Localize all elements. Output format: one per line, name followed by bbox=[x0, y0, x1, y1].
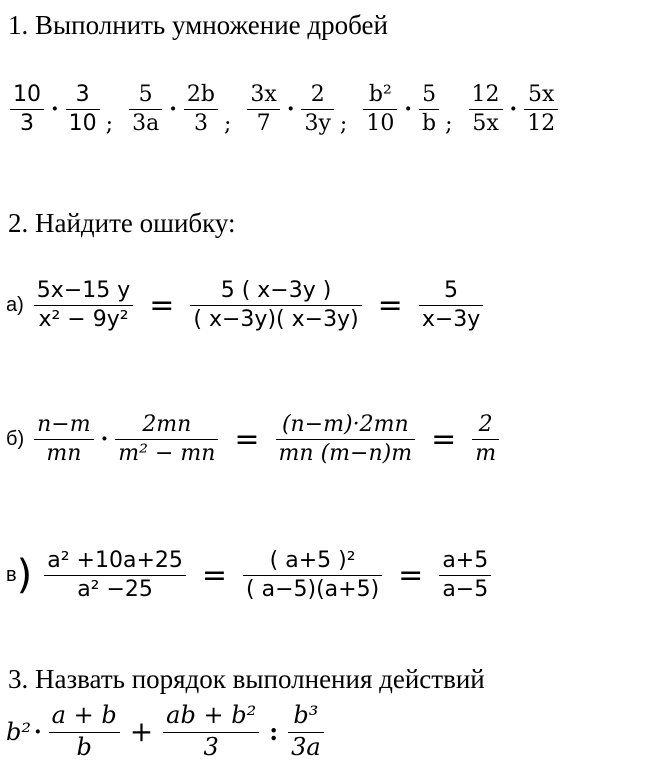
numerator: n−m bbox=[37, 412, 91, 437]
numerator: b² bbox=[368, 82, 392, 107]
fraction-bar bbox=[34, 305, 133, 306]
fraction bbox=[115, 412, 218, 467]
denominator: b bbox=[422, 111, 437, 137]
fraction-bar bbox=[469, 109, 503, 110]
multiply-sign: · bbox=[100, 426, 109, 453]
fraction bbox=[66, 82, 100, 137]
numerator: (n−m)·2mn bbox=[281, 412, 409, 437]
fraction-bar bbox=[10, 109, 44, 110]
numerator: 3x bbox=[250, 82, 277, 107]
multiply-sign: · bbox=[509, 96, 518, 123]
fraction bbox=[524, 82, 558, 137]
numerator: a+5 bbox=[442, 548, 489, 573]
numerator: ( a+5 )² bbox=[269, 548, 356, 573]
fraction bbox=[49, 702, 120, 761]
denominator: m² − mn bbox=[118, 441, 216, 467]
fraction-bar bbox=[419, 109, 439, 110]
fraction bbox=[163, 702, 259, 761]
fraction bbox=[363, 82, 397, 137]
expression-b bbox=[6, 412, 503, 467]
denominator: 3 bbox=[20, 111, 34, 137]
fraction bbox=[10, 82, 44, 137]
task-1-expressions bbox=[6, 82, 562, 137]
fraction-bar bbox=[439, 575, 491, 576]
task-3-expression bbox=[6, 702, 328, 761]
plus-sign: + bbox=[129, 715, 154, 749]
denominator: 10 bbox=[366, 111, 395, 137]
numerator: 2mn bbox=[142, 412, 192, 437]
fraction bbox=[472, 412, 499, 467]
numerator: 3 bbox=[75, 82, 90, 107]
numerator: 12 bbox=[471, 82, 500, 107]
numerator: b³ bbox=[293, 701, 319, 729]
numerator: 2 bbox=[310, 82, 325, 107]
fraction-bar bbox=[419, 305, 483, 306]
fraction bbox=[419, 82, 439, 137]
fraction-bar bbox=[66, 109, 100, 110]
multiply-sign: · bbox=[33, 718, 42, 745]
multiply-sign: · bbox=[286, 96, 295, 123]
fraction bbox=[247, 82, 279, 137]
multiply-sign: · bbox=[51, 96, 59, 123]
denominator: mn bbox=[46, 441, 82, 467]
fraction bbox=[469, 82, 503, 137]
denominator: ( a−5)(a+5) bbox=[246, 577, 380, 603]
denominator: a−5 bbox=[442, 577, 489, 603]
numerator: 5x−15 y bbox=[36, 278, 131, 303]
multiply-sign: · bbox=[169, 96, 177, 123]
fraction bbox=[276, 412, 416, 467]
multiply-sign: · bbox=[404, 96, 413, 123]
task-1-heading: 1. Выполнить умножение дробей bbox=[8, 10, 388, 40]
equals-sign: = bbox=[431, 421, 457, 457]
division-sign: : bbox=[269, 717, 279, 747]
numerator: 2 bbox=[478, 412, 493, 437]
numerator: 5 ( x−3y ) bbox=[220, 278, 332, 303]
fraction bbox=[419, 278, 483, 333]
numerator: 5 bbox=[138, 82, 153, 107]
fraction-bar bbox=[129, 109, 162, 110]
fraction bbox=[243, 548, 382, 603]
fraction bbox=[129, 82, 162, 137]
numerator: a + b bbox=[51, 701, 117, 729]
denominator: 7 bbox=[256, 111, 271, 137]
item-label-b: б) bbox=[6, 427, 25, 450]
denominator: x−3y bbox=[421, 307, 481, 333]
denominator: 5x bbox=[472, 111, 499, 137]
fraction bbox=[301, 82, 333, 137]
equals-sign: = bbox=[201, 557, 228, 593]
equals-sign: = bbox=[377, 287, 403, 323]
denominator: b bbox=[76, 732, 92, 761]
fraction-bar bbox=[190, 305, 361, 306]
equals-sign: = bbox=[234, 421, 260, 457]
expression-a bbox=[6, 278, 487, 333]
fraction-bar bbox=[276, 439, 416, 440]
item-label-c: в bbox=[6, 563, 17, 586]
fraction-bar bbox=[301, 109, 333, 110]
fraction bbox=[439, 548, 491, 603]
denominator: 3a bbox=[291, 732, 321, 761]
equals-sign: = bbox=[398, 557, 424, 593]
denominator: 3a bbox=[132, 111, 160, 137]
fraction bbox=[190, 278, 361, 333]
fraction-bar bbox=[243, 575, 382, 576]
numerator: 5x bbox=[528, 82, 555, 107]
denominator: x² − 9y² bbox=[38, 307, 129, 333]
numerator: 2b bbox=[186, 82, 215, 107]
label-paren: ) bbox=[16, 552, 33, 599]
numerator: ab + b² bbox=[166, 701, 257, 729]
numerator: a² +10a+25 bbox=[47, 548, 183, 573]
expression-c bbox=[6, 548, 495, 603]
fraction bbox=[288, 702, 324, 761]
numerator: 5 bbox=[422, 82, 437, 107]
task-3-heading: 3. Назвать порядок выполнения действий bbox=[8, 664, 485, 694]
numerator: 5 bbox=[444, 278, 459, 303]
denominator: 3y bbox=[304, 111, 331, 137]
task-2-heading: 2. Найдите ошибку: bbox=[8, 208, 236, 238]
fraction-bar bbox=[115, 439, 218, 440]
fraction-bar bbox=[34, 439, 93, 440]
fraction bbox=[44, 548, 186, 603]
fraction-bar bbox=[363, 109, 397, 110]
equals-sign: = bbox=[149, 287, 175, 323]
fraction-bar bbox=[247, 109, 279, 110]
fraction-bar bbox=[44, 575, 186, 576]
separator: ; bbox=[445, 111, 453, 137]
fraction-bar bbox=[472, 439, 499, 440]
denominator: m bbox=[475, 441, 497, 467]
numerator: 10 bbox=[13, 82, 41, 107]
separator: ; bbox=[339, 111, 348, 137]
denominator: 3 bbox=[203, 732, 219, 761]
denominator: mn (m−n)m bbox=[278, 441, 413, 467]
denominator: a² −25 bbox=[77, 577, 153, 603]
fraction bbox=[34, 412, 93, 467]
fraction bbox=[184, 82, 218, 137]
separator: ; bbox=[105, 111, 114, 137]
denominator: 10 bbox=[68, 111, 97, 137]
denominator: 3 bbox=[193, 111, 208, 137]
fraction bbox=[34, 278, 133, 333]
separator: ; bbox=[223, 111, 232, 137]
fraction-bar bbox=[524, 109, 558, 110]
item-label-a: а) bbox=[6, 293, 24, 316]
fraction-bar bbox=[184, 109, 218, 110]
denominator: 12 bbox=[527, 111, 556, 137]
lead-term: b² bbox=[6, 717, 31, 746]
denominator: ( x−3y)( x−3y) bbox=[193, 307, 359, 333]
